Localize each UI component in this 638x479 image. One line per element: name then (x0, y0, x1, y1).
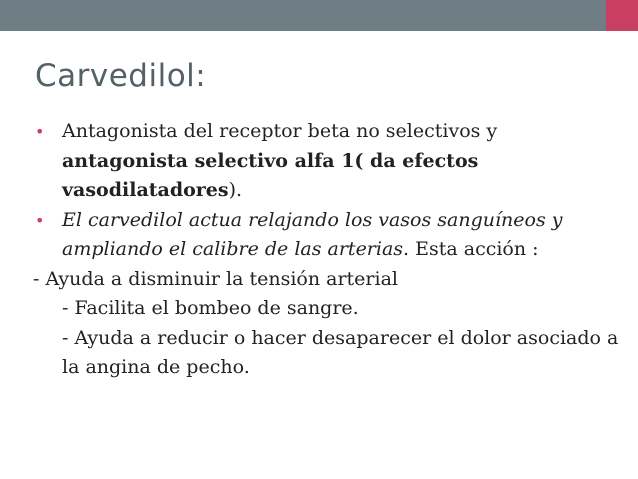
bullet-icon: • (35, 122, 45, 141)
dash-line: - Ayuda a reducir o hacer desaparecer el dolor asociado a la angina de pecho. (62, 326, 619, 378)
bullet-text-bold: antagonista selectivo alfa 1( da efectos vasodilatadores (62, 149, 479, 201)
dash-line: - Ayuda a disminuir la tensión arterial (33, 267, 398, 290)
header-band-gray (0, 0, 606, 31)
bullet-item (30, 117, 620, 206)
bullet-icon: • (35, 210, 45, 230)
slide-title: Carvedilol: (35, 58, 207, 94)
header-band (0, 0, 638, 31)
bullet-text-normal: ). (228, 179, 243, 201)
dash-line: - Facilita el bombeo de sangre. (62, 297, 359, 319)
bullet-text-normal: Antagonista del receptor beta no selectivos y (62, 120, 498, 142)
bullet-text-italic: El carvedilol actua relajando los vasos sanguíneos y ampliando el calibre de las arterias (62, 208, 563, 260)
header-band-accent (606, 0, 638, 31)
bullet-item (30, 206, 620, 265)
slide-body (30, 117, 620, 383)
bullet-text-normal: . Esta acción : (403, 238, 539, 260)
